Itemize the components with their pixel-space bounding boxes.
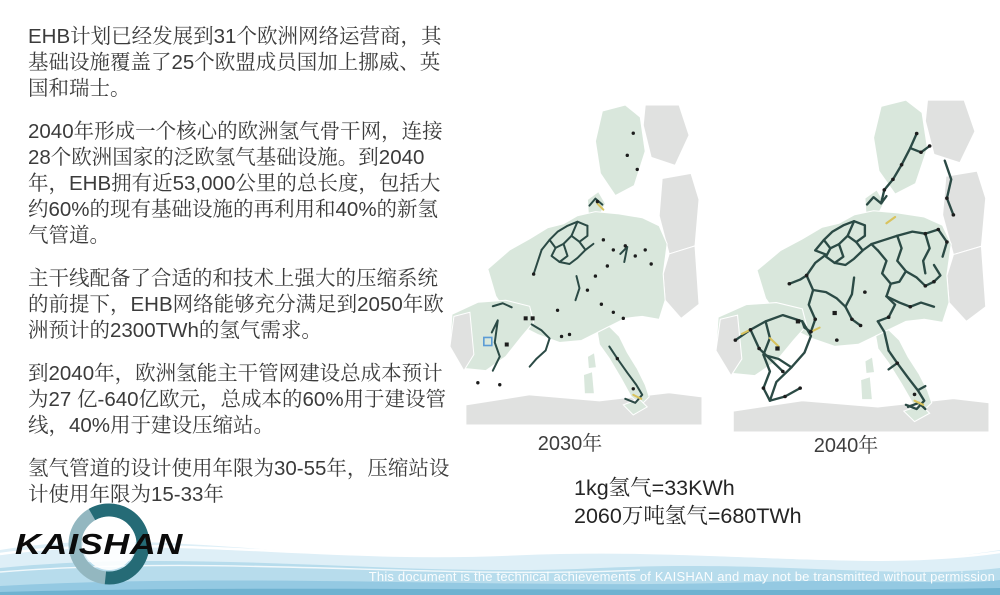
paragraph-design-life: 氢气管道的设计使用年限为30-55年，压缩站设计使用年限为15-33年	[28, 457, 450, 506]
map-2030-caption: 2030年	[537, 433, 603, 455]
map-2040	[703, 98, 989, 432]
europe-map-2040-graphic	[703, 98, 989, 432]
body-text-column	[28, 24, 452, 525]
paragraph-2040-backbone: 2040年形成一个核心的欧洲氢气骨干网，连接28个欧洲国家的泛欧氢气基础设施。到2040年，EHB拥有近53,000公里的总长度，包括大约60%的现有基础设施的再利用和40%的新氢气管道。	[28, 120, 443, 247]
europe-map-2030-graphic	[438, 103, 702, 425]
paragraph-compression-demand: 主干线配备了合适的和技术上强大的压缩系统的前提下，EHB网络能够充分满足到2050年欧洲预计的2300TWh的氢气需求。	[28, 267, 444, 342]
note-line-2: 2060万吨氢气=680TWh	[574, 504, 802, 528]
kaishan-logo	[12, 497, 187, 592]
paragraph-cost-estimate: 到2040年，欧洲氢能主干管网建设总成本预计为27 亿-640亿欧元，总成本的60%用于建设管线，40%用于建设压缩站。	[28, 362, 447, 437]
map-2040-caption: 2040年	[813, 435, 879, 457]
note-line-1: 1kg氢气=33KWh	[574, 476, 735, 500]
paragraph-ehb-operators: EHB计划已经发展到31个欧洲网络运营商，其基础设施覆盖了25个欧盟成员国加上挪威、英国和瑞士。	[28, 25, 442, 100]
map-2030	[438, 103, 702, 425]
kaishan-ring-icon	[12, 497, 187, 592]
footer-disclaimer: This document is the technical achievements of KAISHAN and may not be transmitted without permission	[368, 569, 995, 584]
kaishan-wordmark: KAISHAN	[15, 529, 184, 561]
